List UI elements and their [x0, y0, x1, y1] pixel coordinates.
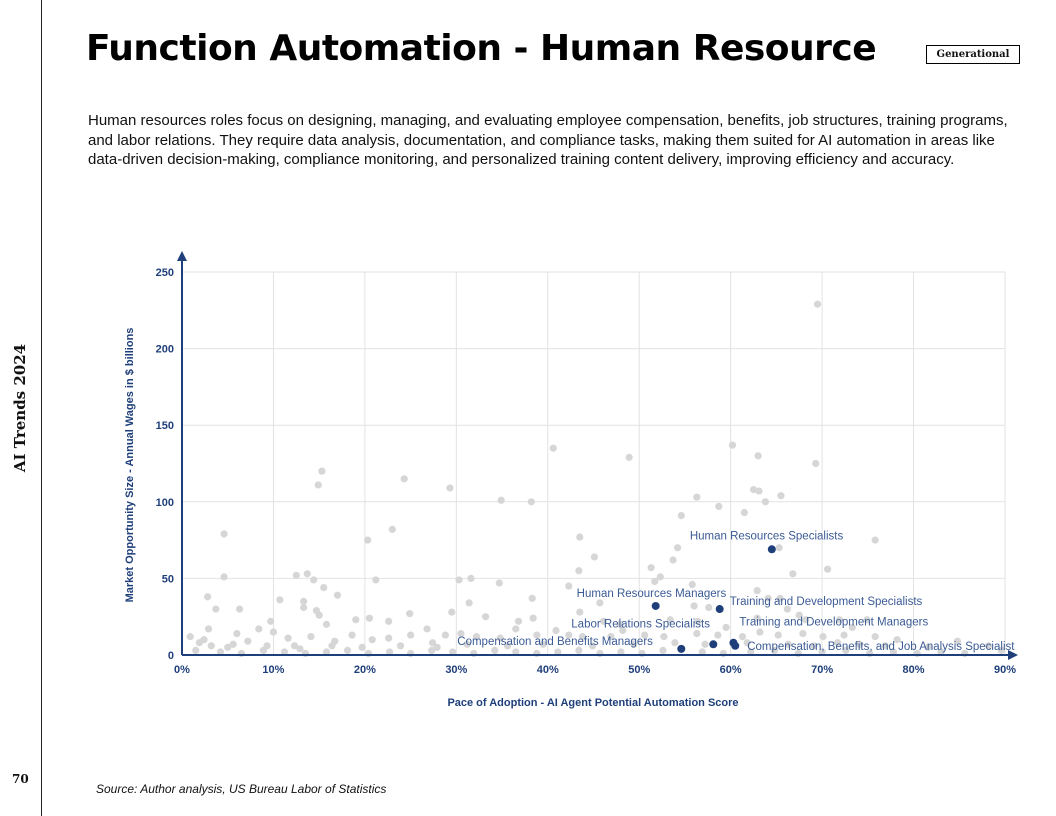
background-point: [344, 647, 351, 654]
background-point: [498, 497, 505, 504]
background-point: [401, 475, 408, 482]
background-point: [366, 615, 373, 622]
background-point: [212, 605, 219, 612]
y-tick-label: 50: [161, 573, 174, 586]
background-point: [754, 587, 761, 594]
sidebar-label: AI Trends 2024: [11, 343, 29, 473]
background-point: [385, 618, 392, 625]
background-point: [300, 598, 307, 605]
background-point: [328, 642, 335, 649]
highlight-point-label: Labor Relations Specialists: [571, 618, 711, 631]
background-point: [434, 644, 441, 651]
background-point: [872, 537, 879, 544]
highlight-point-label: Training and Development Managers: [739, 616, 929, 629]
y-tick-label: 200: [155, 343, 174, 356]
background-point: [467, 575, 474, 582]
background-point: [596, 599, 603, 606]
background-point: [304, 570, 311, 577]
x-tick-label: 10%: [262, 664, 285, 676]
y-axis-label: Market Opportunity Size - Annual Wages in $ billions: [124, 327, 136, 603]
background-point: [530, 615, 537, 622]
background-point: [448, 609, 455, 616]
background-point: [220, 573, 227, 580]
background-point: [263, 642, 270, 649]
highlight-point: [709, 640, 717, 648]
background-point: [550, 445, 557, 452]
background-point: [657, 573, 664, 580]
x-tick-label: 70%: [811, 664, 834, 676]
highlight-point: [731, 642, 739, 650]
background-point: [669, 556, 676, 563]
background-point: [777, 492, 784, 499]
background-point: [320, 584, 327, 591]
background-point: [348, 631, 355, 638]
background-point: [576, 609, 583, 616]
highlight-point: [716, 605, 724, 613]
highlight-point-label: Human Resources Managers: [576, 587, 727, 600]
x-tick-label: 40%: [536, 664, 559, 676]
highlight-point-label: Compensation and Benefits Managers: [457, 635, 653, 648]
background-point: [812, 460, 819, 467]
highlight-point-label: Compensation, Benefits, and Job Analysis Specialist: [747, 640, 1015, 653]
background-point: [423, 625, 430, 632]
background-point: [515, 618, 522, 625]
background-point: [276, 596, 283, 603]
highlight-point: [677, 645, 685, 653]
background-point: [300, 604, 307, 611]
x-tick-label: 90%: [993, 664, 1017, 676]
background-point: [482, 613, 489, 620]
highlight-point-label: Training and Development Specialists: [729, 596, 923, 609]
x-tick-label: 0%: [174, 664, 190, 676]
background-point: [824, 566, 831, 573]
background-point: [512, 625, 519, 632]
background-point: [204, 593, 211, 600]
y-tick-label: 100: [155, 496, 174, 509]
background-point: [565, 582, 572, 589]
background-point: [528, 498, 535, 505]
background-point: [369, 636, 376, 643]
background-point: [814, 301, 821, 308]
x-axis-label: Pace of Adoption - AI Agent Potential Automation Score: [447, 697, 739, 709]
background-point: [659, 647, 666, 654]
background-point: [359, 644, 366, 651]
background-point: [496, 579, 503, 586]
background-point: [715, 503, 722, 510]
background-point: [756, 628, 763, 635]
background-point: [491, 647, 498, 654]
background-point: [323, 621, 330, 628]
background-point: [316, 612, 323, 619]
background-point: [819, 633, 826, 640]
background-point: [315, 481, 322, 488]
sidebar-divider: [41, 0, 42, 816]
background-point: [267, 618, 274, 625]
background-point: [529, 595, 536, 602]
background-point: [310, 576, 317, 583]
background-point: [741, 509, 748, 516]
background-point: [389, 526, 396, 533]
background-point: [575, 647, 582, 654]
background-point: [364, 537, 371, 544]
x-tick-label: 30%: [445, 664, 468, 676]
background-point: [244, 638, 251, 645]
background-point: [626, 454, 633, 461]
background-point: [722, 624, 729, 631]
background-point: [446, 484, 453, 491]
background-point: [660, 633, 667, 640]
background-point: [296, 645, 303, 652]
background-point: [372, 576, 379, 583]
background-point: [671, 639, 678, 646]
highlighted-points: [457, 530, 1015, 653]
background-point: [192, 647, 199, 654]
background-point: [293, 572, 300, 579]
background-point: [575, 567, 582, 574]
background-point: [789, 570, 796, 577]
background-point: [307, 633, 314, 640]
x-tick-label: 50%: [628, 664, 651, 676]
background-point: [714, 631, 721, 638]
tick-labels: [156, 267, 1017, 676]
background-point: [755, 487, 762, 494]
background-point: [397, 642, 404, 649]
highlight-point: [768, 545, 776, 553]
background-point: [407, 631, 414, 638]
scatter-chart: [110, 240, 1040, 720]
background-point: [284, 635, 291, 642]
background-point: [455, 576, 462, 583]
background-point: [187, 633, 194, 640]
background-point: [678, 512, 685, 519]
background-point: [840, 631, 847, 638]
x-tick-label: 80%: [902, 664, 925, 676]
category-badge: Generational: [926, 45, 1020, 64]
background-point: [236, 605, 243, 612]
background-point: [220, 530, 227, 537]
background-point: [739, 633, 746, 640]
page-title: Function Automation - Human Resource: [86, 28, 877, 69]
background-point: [648, 564, 655, 571]
background-point: [693, 494, 700, 501]
y-tick-label: 250: [155, 267, 174, 279]
source-note: Source: Author analysis, US Bureau Labor of Statistics: [96, 782, 387, 796]
x-tick-label: 60%: [719, 664, 742, 676]
background-point: [334, 592, 341, 599]
page-number: 70: [12, 772, 29, 786]
background-point: [674, 544, 681, 551]
background-point: [406, 610, 413, 617]
background-point: [799, 630, 806, 637]
background-point: [651, 578, 658, 585]
background-point: [693, 630, 700, 637]
background-point: [552, 627, 559, 634]
background-point: [230, 641, 237, 648]
background-point: [729, 442, 736, 449]
intro-paragraph: Human resources roles focus on designing, managing, and evaluating employee compensation, benefits, job structures, training programs, and labor relations. They require data analysis, documentation, and compliance tasks, making them suited for AI automation in areas like data-driven decision-making, compliance monitoring, and personalized training content delivery, improving efficiency and accuracy.: [88, 112, 1008, 168]
background-point: [208, 642, 215, 649]
background-point: [755, 452, 762, 459]
background-point: [270, 628, 277, 635]
highlight-point-label: Human Resources Specialists: [689, 530, 844, 543]
background-point: [690, 602, 697, 609]
background-point: [200, 636, 207, 643]
background-point: [701, 641, 708, 648]
background-point: [775, 631, 782, 638]
y-tick-label: 150: [155, 420, 174, 433]
x-tick-label: 20%: [353, 664, 376, 676]
highlight-point: [652, 602, 660, 610]
background-point: [385, 635, 392, 642]
background-point: [872, 633, 879, 640]
y-tick-label: 0: [167, 650, 174, 662]
background-point: [762, 498, 769, 505]
background-point: [776, 544, 783, 551]
background-point: [576, 533, 583, 540]
background-point: [591, 553, 598, 560]
background-point: [466, 599, 473, 606]
background-point: [442, 631, 449, 638]
background-point: [255, 625, 262, 632]
background-point: [352, 616, 359, 623]
background-point: [205, 625, 212, 632]
background-point: [705, 604, 712, 611]
background-point: [233, 630, 240, 637]
background-point: [318, 468, 325, 475]
